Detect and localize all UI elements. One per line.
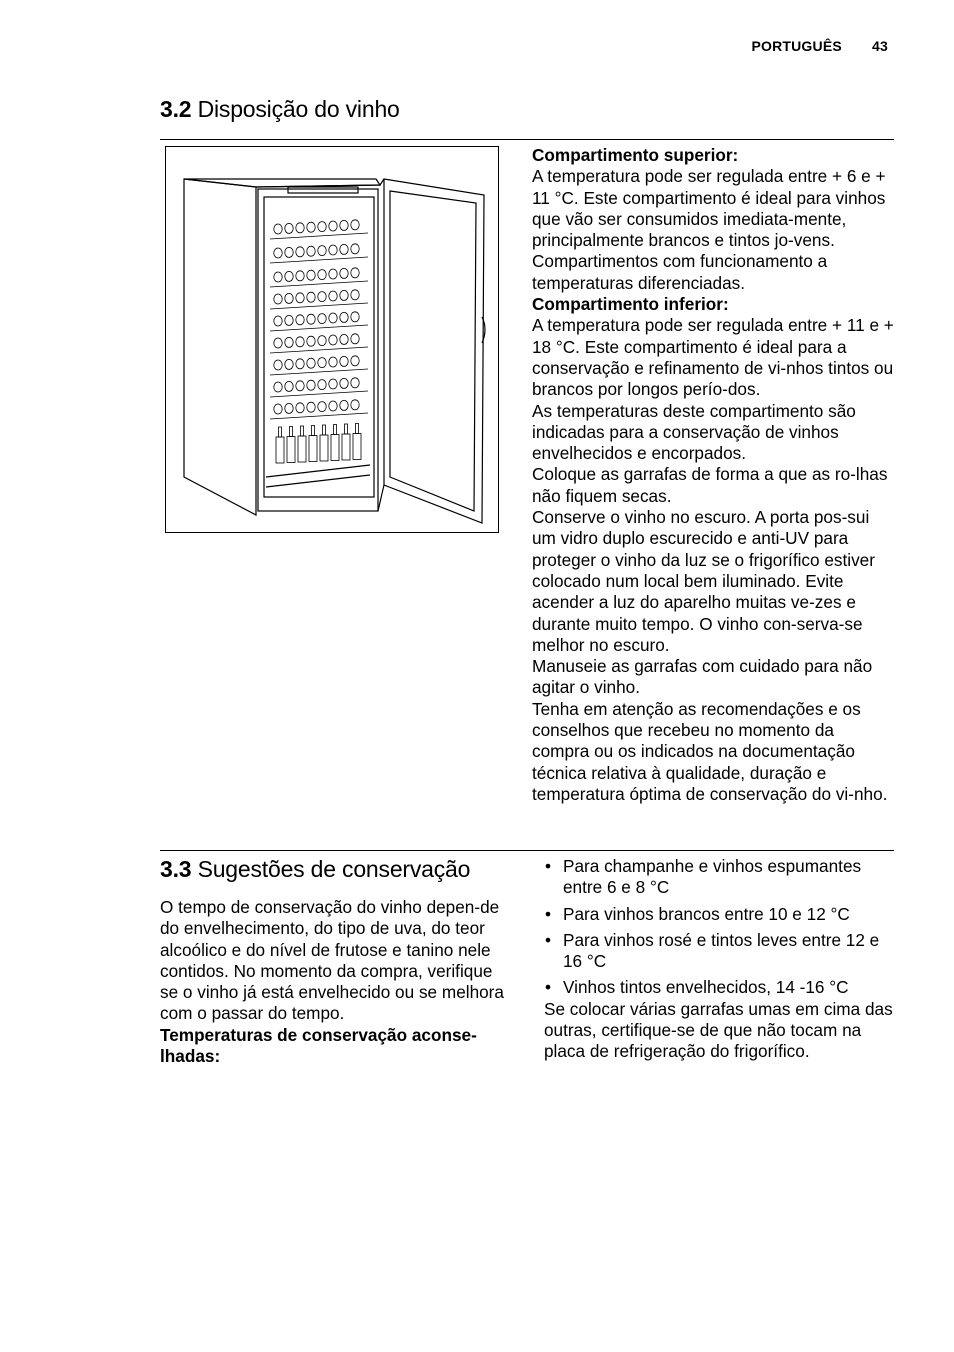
- lower-compartment-heading: Compartimento inferior:: [532, 294, 729, 315]
- list-item: • Para vinhos brancos entre 10 e 12 °C: [544, 904, 898, 925]
- section-divider: [160, 850, 894, 851]
- section-title-text: Disposição do vinho: [197, 96, 400, 122]
- header-language: PORTUGUÊS: [751, 38, 842, 54]
- list-item: • Vinhos tintos envelhecidos, 14 -16 °C: [544, 977, 898, 998]
- temperatures-heading: Temperaturas de conservação aconse-lhadas:: [160, 1024, 477, 1067]
- paragraph: Coloque as garrafas de forma a que as ro-lhas não fiquem secas.: [532, 464, 888, 506]
- section-number: 3.3: [160, 856, 192, 882]
- section-3-2-text: [532, 145, 894, 805]
- section-divider: [160, 139, 894, 140]
- list-item: • Para champanhe e vinhos espumantes entre 6 e 8 °C: [544, 856, 898, 899]
- paragraph: As temperaturas deste compartimento são indicadas para a conservação de vinhos envelhecidos e encorpados.: [532, 400, 856, 464]
- section-3-2-title: [160, 96, 400, 123]
- section-3-3-title: [160, 856, 470, 883]
- wine-cabinet-icon: [166, 147, 498, 532]
- section-number: 3.2: [160, 96, 192, 122]
- paragraph: Conserve o vinho no escuro. A porta pos-sui um vidro duplo escurecido e anti-UV para proteger o vinho da luz se o frigorífico estiver colocado num local bem iluminado. Evite acender a luz do aparelho muitas ve-zes e durante muito tempo. O vinho con-serva-se melhor no escuro.: [532, 507, 875, 655]
- upper-compartment-text: A temperatura pode ser regulada entre + 6 e + 11 °C. Este compartimento é ideal para vinhos que vão ser consumidos imediata-mente, principalmente brancos e tintos jo-vens. Compartimentos com funcionamento a temperaturas diferenciadas.: [532, 166, 886, 293]
- section-title-text: Sugestões de conservação: [197, 856, 471, 882]
- paragraph: Tenha em atenção as recomendações e os conselhos que recebeu no momento da compra ou os indicados na documentação técnica relativa à qualidade, duração e temperatura óptima de conservação do vi-nho.: [532, 698, 888, 804]
- list-item: • Para vinhos rosé e tintos leves entre 12 e 16 °C: [544, 930, 898, 973]
- section-3-3-list: [544, 856, 898, 1063]
- wine-cabinet-illustration: [165, 146, 499, 533]
- paragraph: Manuseie as garrafas com cuidado para não agitar o vinho.: [532, 656, 873, 698]
- temperature-list: [544, 856, 898, 999]
- page-header: [751, 38, 888, 54]
- stacking-note: Se colocar várias garrafas umas em cima das outras, certifique-se de que não tocam na placa de refrigeração do frigorífico.: [544, 998, 893, 1062]
- lower-compartment-text: A temperatura pode ser regulada entre + 11 e + 18 °C. Este compartimento é ideal para a conservação e refinamento de vi-nhos tintos ou brancos por longos perío-dos.: [532, 315, 894, 400]
- section-3-3-intro: [160, 897, 512, 1067]
- page-number: 43: [872, 38, 888, 54]
- intro-text: O tempo de conservação do vinho depen-de do envelhecimento, do tipo de uva, do teor alcoólico e do nível de frutose e tanino nele contidos. No momento da compra, verifique se o vinho já está envelhecido ou se melhora com o passar do tempo.: [160, 897, 504, 1024]
- upper-compartment-heading: Compartimento superior:: [532, 145, 739, 165]
